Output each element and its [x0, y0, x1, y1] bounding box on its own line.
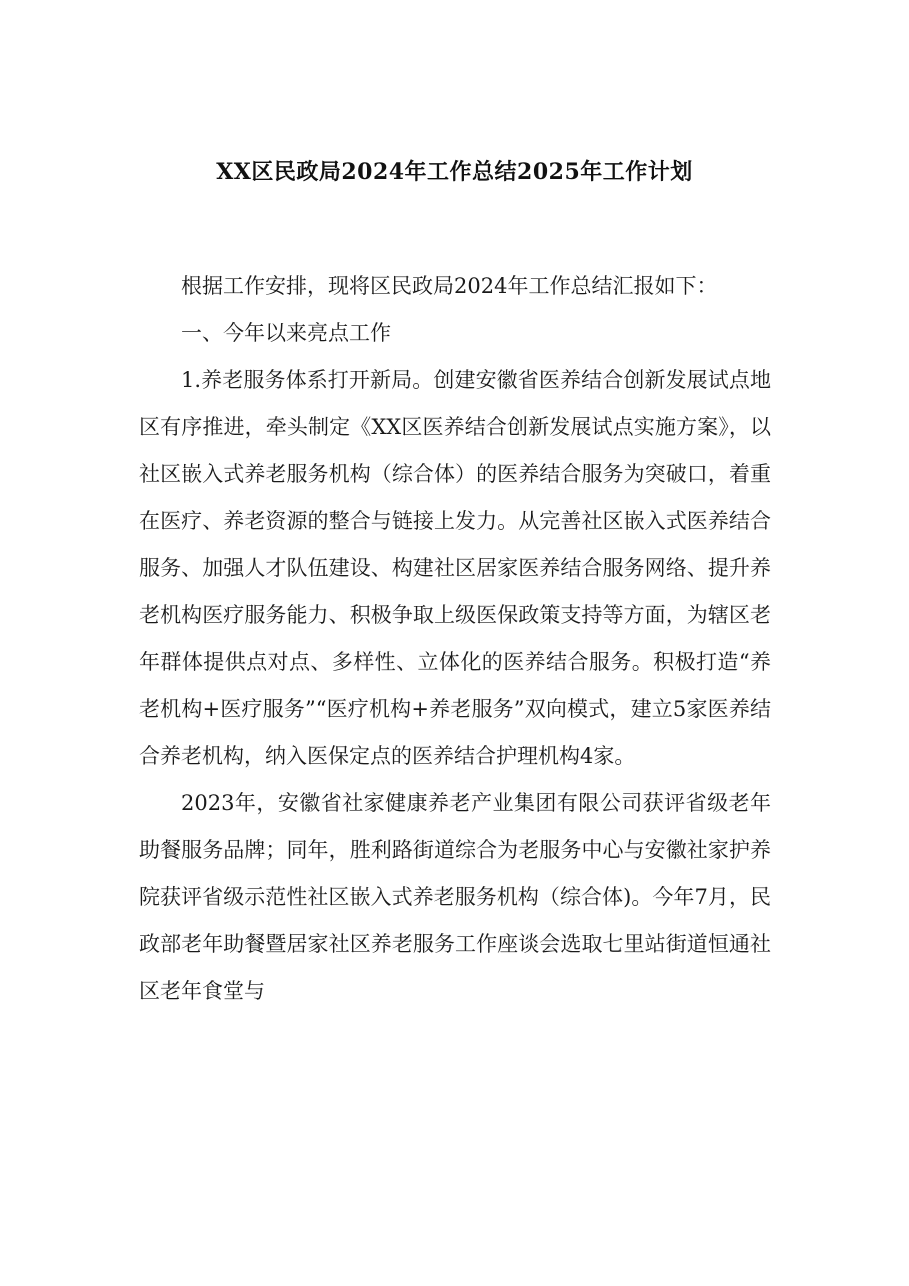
document-body: [139, 263, 771, 1015]
intro-paragraph: 根据工作安排，现将区民政局2024年工作总结汇报如下：: [181, 274, 718, 298]
body-paragraph: 2023年，安徽省社家健康养老产业集团有限公司获评省级老年助餐服务品牌；同年，胜利路街道综合为老服务中心与安徽社家护养院获评省级示范性社区嵌入式养老服务机构（综合体)。今年7月，民政部老年助餐暨居家社区养老服务工作座谈会选取七里站街道恒通社区老年食堂与: [139, 791, 771, 1003]
document-title: XX区民政局2024年工作总结2025年工作计划: [216, 159, 693, 185]
section-heading: 一、今年以来亮点工作: [181, 321, 391, 345]
body-paragraph: 1.养老服务体系打开新局。创建安徽省医养结合创新发展试点地区有序推进，牵头制定《XX区医养结合创新发展试点实施方案》，以社区嵌入式养老服务机构（综合体）的医养结合服务为突破口，着重在医疗、养老资源的整合与链接上发力。从完善社区嵌入式医养结合服务、加强人才队伍建设、构建社区居家医养结合服务网络、提升养老机构医疗服务能力、积极争取上级医保政策支持等方面，为辖区老年群体提供点对点、多样性、立体化的医养结合服务。积极打造“养老机构+医疗服务”“医疗机构+养老服务”双向模式，建立5家医养结合养老机构，纳入医保定点的医养结合护理机构4家。: [139, 368, 771, 768]
